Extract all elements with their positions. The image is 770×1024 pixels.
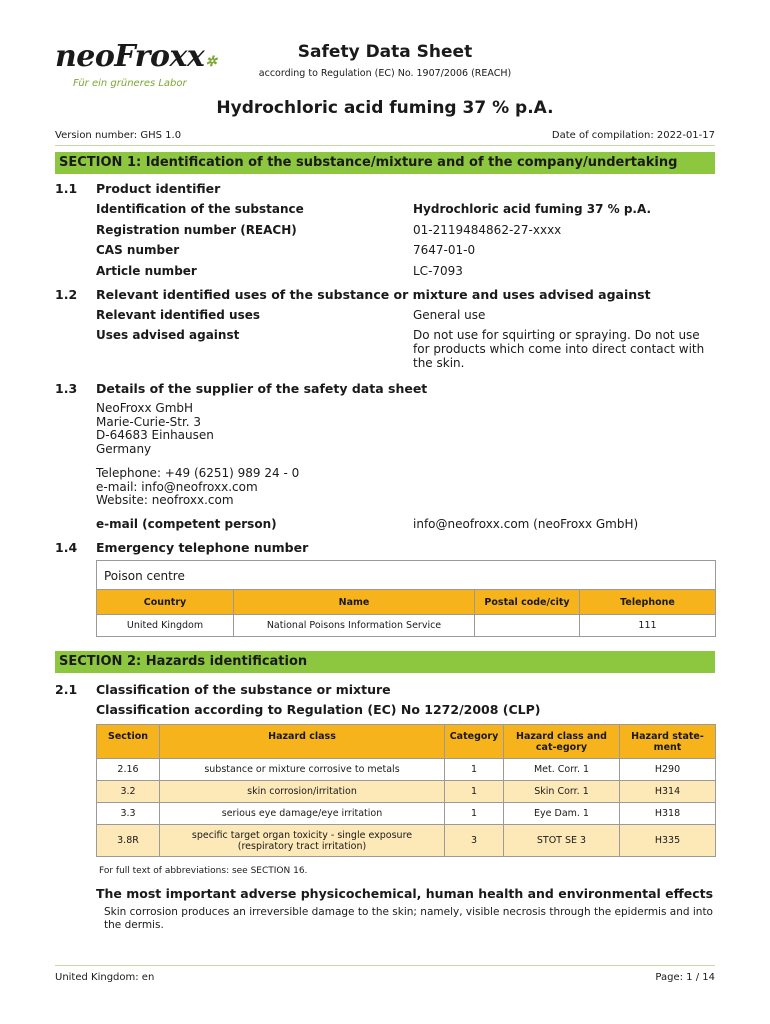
table-cell: United Kingdom: [97, 615, 234, 637]
adverse-effects-heading: The most important adverse physicochemical, human health and environmental effects: [96, 886, 714, 901]
column-header: Country: [97, 590, 234, 615]
field-label: e-mail (competent person): [96, 517, 277, 531]
address-line: D-64683 Einhausen: [96, 428, 214, 442]
footer-divider: [55, 965, 715, 966]
table-cell: Eye Dam. 1: [504, 803, 620, 825]
leaf-icon: ✲: [205, 54, 217, 70]
field-label: Relevant identified uses: [96, 308, 261, 322]
section-2-heading: SECTION 2: Hazards identification: [55, 651, 715, 673]
table-cell: 2.16: [97, 759, 160, 781]
address-line: Germany: [96, 441, 152, 456]
subsection-title: Product identifier: [96, 181, 221, 196]
table-cell: 1: [445, 803, 504, 825]
table-cell: specific target organ toxicity - single exposure (respiratory tract irritation): [160, 825, 445, 857]
column-header: Hazard class and cat-egory: [504, 725, 620, 759]
logo-wordmark: neoFroxx: [55, 39, 205, 74]
field-label: Identification of the substance: [96, 202, 304, 216]
table-cell: [475, 615, 580, 637]
field-label: Article number: [96, 264, 197, 278]
address-line: NeoFroxx GmbH: [96, 401, 194, 415]
compilation-date: Date of compilation: 2022-01-17: [551, 130, 715, 141]
table-cell: H314: [620, 781, 716, 803]
column-header: Telephone: [580, 590, 716, 615]
table-cell: H318: [620, 803, 716, 825]
table-cell: H335: [620, 825, 716, 857]
table-cell: 3.3: [97, 803, 160, 825]
table-cell: 3: [445, 825, 504, 857]
logo-tagline: Für ein grüneres Labor: [73, 78, 187, 89]
field-value: 7647-01-0: [413, 243, 476, 257]
supplier-address: [96, 402, 214, 456]
footer-locale: United Kingdom: en: [55, 972, 155, 983]
document-subtitle: according to Regulation (EC) No. 1907/2006 (REACH): [258, 68, 512, 79]
table-cell: 111: [580, 615, 716, 637]
table-cell: substance or mixture corrosive to metals: [160, 759, 445, 781]
column-header: Name: [234, 590, 475, 615]
product-title: Hydrochloric acid fuming 37 % p.A.: [216, 98, 554, 118]
poison-centre-title: Poison centre: [96, 560, 716, 589]
field-value: General use: [413, 308, 486, 322]
email: e-mail: info@neofroxx.com: [96, 479, 258, 494]
table-cell: National Poisons Information Service: [234, 615, 475, 637]
subsection-title: Emergency telephone number: [96, 540, 309, 555]
column-header: Section: [97, 725, 160, 759]
classification-subtitle: Classification according to Regulation (EC) No 1272/2008 (CLP): [96, 702, 541, 717]
website: Website: neofroxx.com: [96, 493, 234, 507]
table-row: [97, 825, 716, 857]
subsection-title: Details of the supplier of the safety data sheet: [96, 381, 428, 396]
document-title: Safety Data Sheet: [297, 42, 473, 62]
field-label: CAS number: [96, 243, 180, 257]
telephone: Telephone: +49 (6251) 989 24 - 0: [96, 466, 300, 480]
subsection-title: Classification of the substance or mixture: [96, 682, 391, 697]
abbreviation-note: For full text of abbreviations: see SECTION 16.: [99, 866, 308, 876]
page-number: Page: 1 / 14: [655, 972, 715, 983]
subsection-number: 1.2: [55, 287, 78, 302]
table-row: [97, 781, 716, 803]
table-row: [97, 803, 716, 825]
table-cell: Skin Corr. 1: [504, 781, 620, 803]
table-cell: STOT SE 3: [504, 825, 620, 857]
subsection-title: Relevant identified uses of the substance or mixture and uses advised against: [96, 287, 651, 302]
supplier-contact: [96, 467, 299, 508]
adverse-effects-text: Skin corrosion produces an irreversible damage to the skin; namely, visible necrosis through the epidermis and into the dermis.: [104, 906, 713, 931]
field-value: 01-2119484862-27-xxxx: [413, 223, 562, 237]
subsection-number: 1.1: [55, 181, 78, 196]
field-value: Do not use for squirting or spraying. Do not use for products which come into direct contact with the skin.: [413, 328, 705, 370]
table-cell: 1: [445, 759, 504, 781]
table-cell: H290: [620, 759, 716, 781]
table-cell: 3.2: [97, 781, 160, 803]
poison-centre-table: [96, 589, 716, 637]
field-value: info@neofroxx.com (neoFroxx GmbH): [413, 517, 639, 531]
table-row: [97, 615, 716, 637]
subsection-number: 2.1: [55, 682, 78, 697]
column-header: Hazard state-ment: [620, 725, 716, 759]
field-value: Hydrochloric acid fuming 37 % p.A.: [413, 202, 652, 216]
header-divider: [55, 145, 715, 146]
table-cell: 1: [445, 781, 504, 803]
table-cell: Met. Corr. 1: [504, 759, 620, 781]
table-cell: skin corrosion/irritation: [160, 781, 445, 803]
table-cell: serious eye damage/eye irritation: [160, 803, 445, 825]
field-value: LC-7093: [413, 264, 463, 278]
table-cell: 3.8R: [97, 825, 160, 857]
section-1-heading: SECTION 1: Identification of the substance/mixture and of the company/undertaking: [55, 152, 715, 174]
table-row: [97, 759, 716, 781]
field-label: Uses advised against: [96, 328, 240, 342]
column-header: Postal code/city: [475, 590, 580, 615]
version-number: Version number: GHS 1.0: [55, 130, 182, 141]
column-header: Category: [445, 725, 504, 759]
hazard-classification-table: [96, 724, 716, 857]
subsection-number: 1.3: [55, 381, 78, 396]
field-label: Registration number (REACH): [96, 223, 297, 237]
subsection-number: 1.4: [55, 540, 78, 555]
column-header: Hazard class: [160, 725, 445, 759]
address-line: Marie-Curie-Str. 3: [96, 414, 202, 429]
